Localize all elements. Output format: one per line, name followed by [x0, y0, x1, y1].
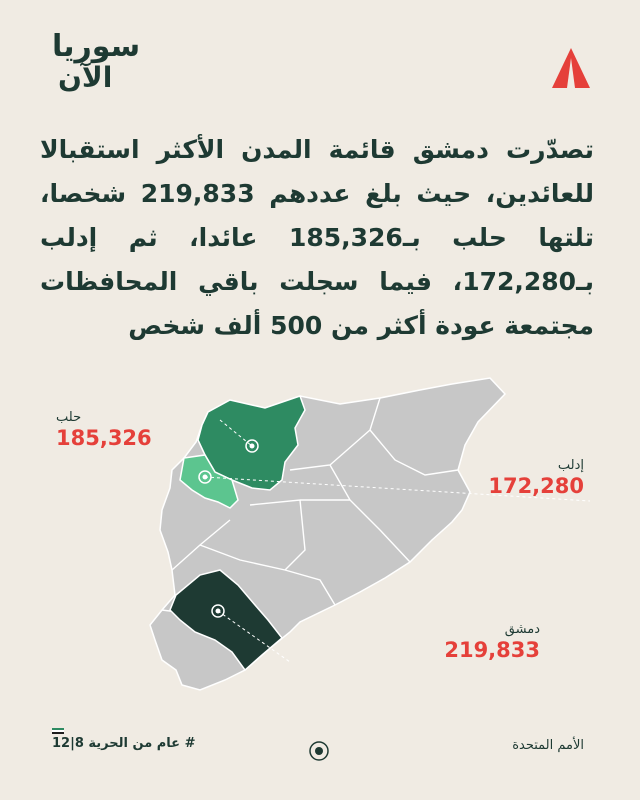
flag-icon	[52, 728, 64, 734]
callout-damascus-value: 219,833	[444, 638, 540, 662]
callout-damascus-name: دمشق	[504, 622, 540, 637]
callout-idlib-value: 172,280	[488, 474, 584, 498]
logo-line-2: الآن	[58, 61, 113, 94]
footer-hashtag: # عام من الحرية 8|12	[52, 736, 196, 751]
callout-idlib-name: إدلب	[557, 458, 584, 473]
logo-line-1: سوريا	[52, 29, 141, 64]
callout-aleppo-value: 185,326	[56, 426, 152, 450]
callout-idlib	[474, 458, 584, 498]
callout-aleppo	[56, 410, 166, 450]
target-icon	[308, 740, 330, 762]
logo	[52, 30, 142, 100]
headline: تصدّرت دمشق قائمة المدن الأكثر استقبالا للعائدين، حيث بلغ عددهم 219,833 شخصا، تلتها حلب بـ185,326 عائدا، ثم إدلب بـ172,280، فيما سجلت باقي المحافظات مجتمعة عودة أكثر من 500 ألف شخص	[40, 135, 595, 340]
footer-source: الأمم المتحدة	[512, 738, 584, 753]
triangle-brand-icon	[550, 46, 592, 90]
callout-aleppo-name: حلب	[56, 410, 82, 425]
callout-damascus	[430, 622, 540, 662]
